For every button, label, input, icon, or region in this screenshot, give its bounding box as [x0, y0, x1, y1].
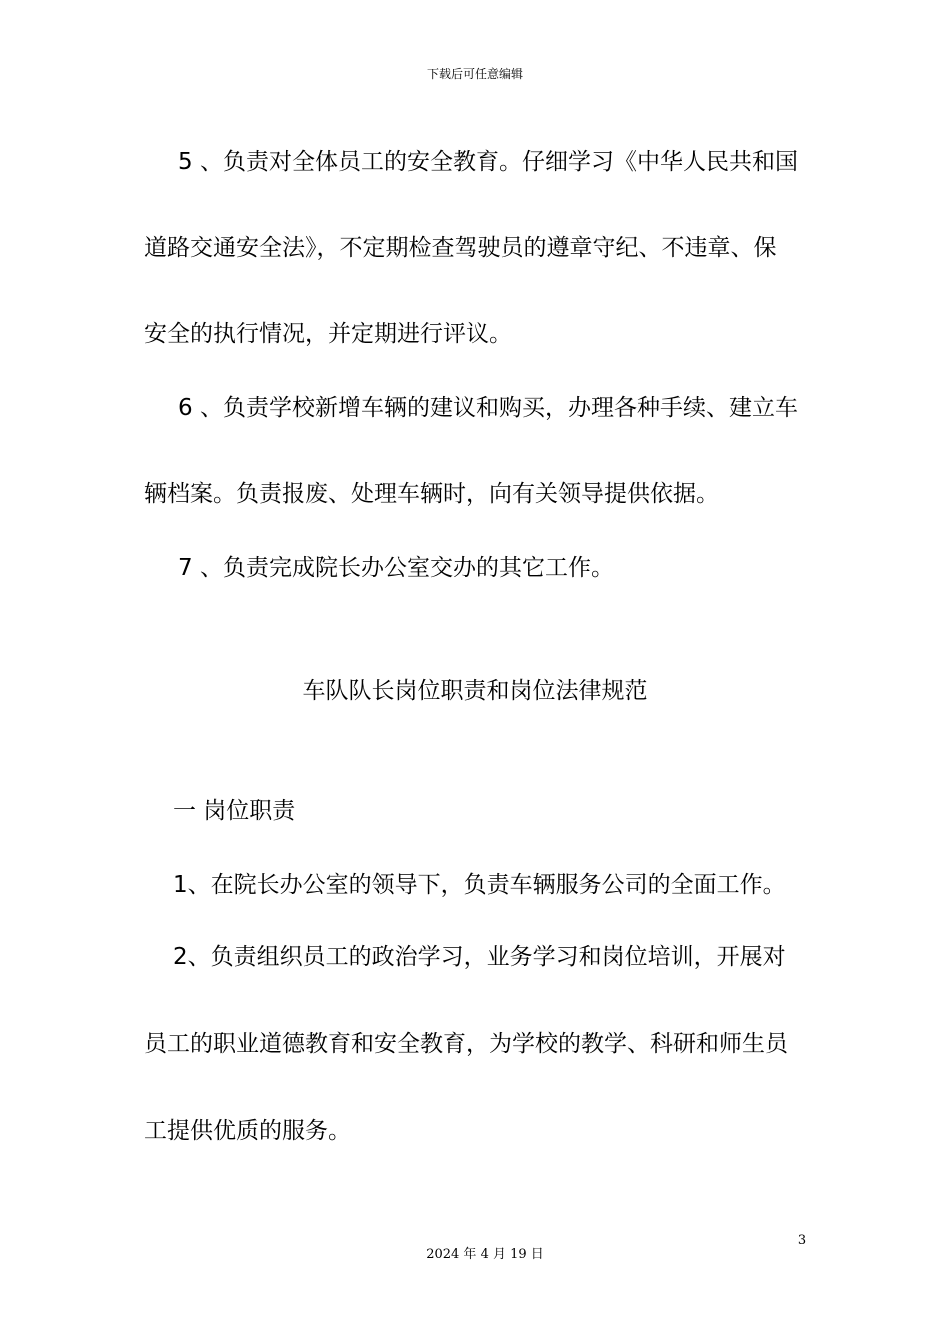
header-note: 下载后可任意编辑 — [426, 67, 523, 81]
footer-date: 2024 年 4 月 19 日 — [426, 1247, 544, 1262]
item-2-line-2: 员工的职业道德教育和安全教育，为学校的教学、科研和师生员 — [144, 1031, 788, 1057]
section-title: 车队队长岗位职责和岗位法律规范 — [302, 678, 648, 704]
item-1-line-1: 1、在院长办公室的领导下，负责车辆服务公司的全面工作。 — [173, 872, 786, 898]
section-subtitle: 一 岗位职责 — [173, 798, 296, 824]
page-number: 3 — [797, 1233, 807, 1248]
paragraph-5-line-3: 安全的执行情况，并定期进行评议。 — [144, 321, 512, 347]
paragraph-7-line-1: 7 、负责完成院长办公室交办的其它工作。 — [178, 555, 614, 581]
paragraph-6-line-2: 辆档案。负责报废、处理车辆时，向有关领导提供依据。 — [144, 481, 719, 507]
paragraph-6-line-1: 6 、负责学校新增车辆的建议和购买，办理各种手续、建立车 — [178, 395, 798, 421]
item-2-line-3: 工提供优质的服务。 — [144, 1118, 351, 1144]
paragraph-5-line-1: 5 、负责对全体员工的安全教育。仔细学习《中华人民共和国 — [178, 149, 798, 175]
paragraph-5-line-2: 道路交通安全法》，不定期检查驾驶员的遵章守纪、不违章、保 — [144, 235, 777, 261]
item-2-line-1: 2、负责组织员工的政治学习，业务学习和岗位培训，开展对 — [173, 944, 786, 970]
